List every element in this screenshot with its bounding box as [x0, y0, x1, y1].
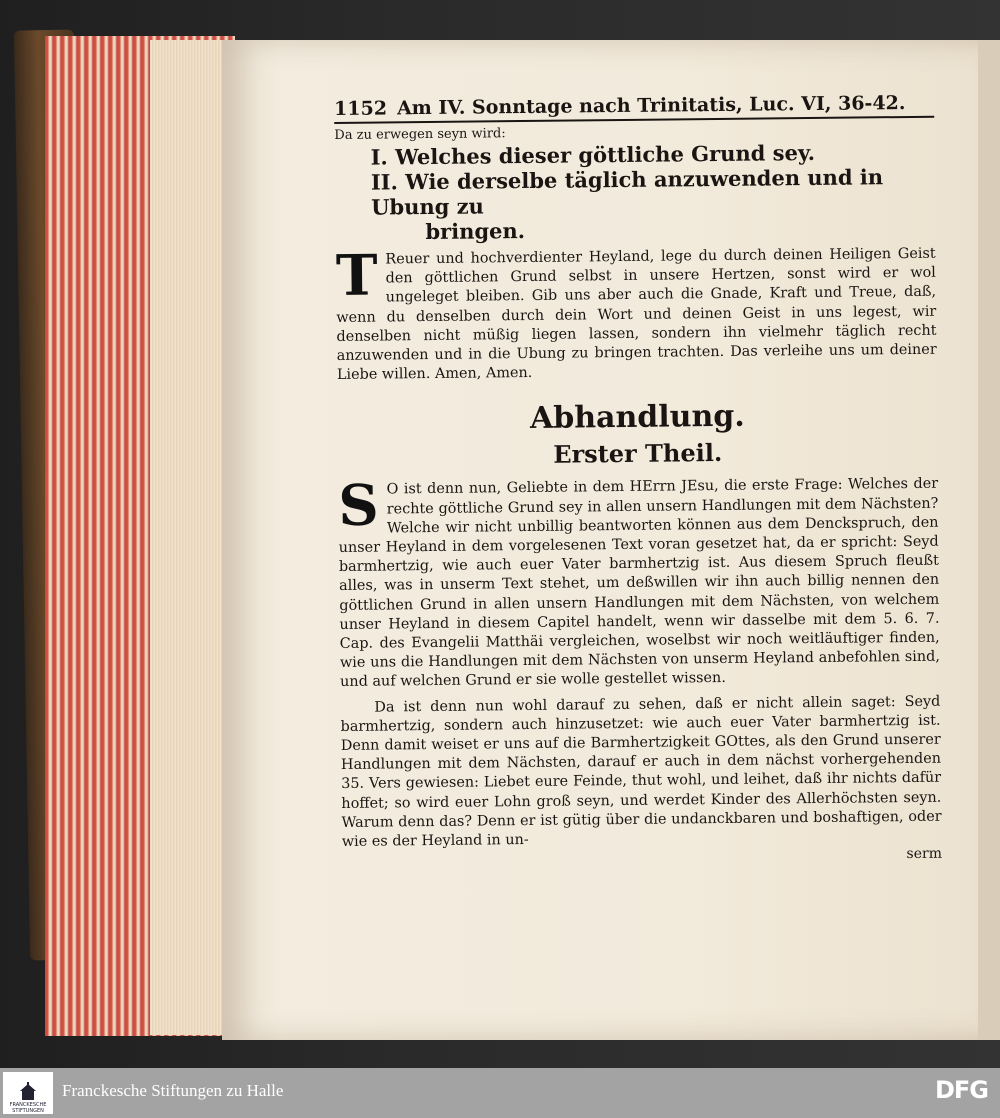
- book-page: [222, 40, 982, 1040]
- point-2: II. Wie derselbe täglich anzuwenden und in Ubung zu: [370, 164, 884, 220]
- body-paragraph-1: [337, 472, 940, 693]
- facing-page-edge: [978, 40, 1000, 1040]
- franckesche-logo[interactable]: [3, 1072, 53, 1114]
- prayer-dropcap: T: [335, 242, 378, 309]
- body-paragraph-2: Da ist denn nun wohl darauf zu sehen, daß er nicht allein saget: Seyd barmhertzig, sondern auch hinzusetzet: wie auch euer Vater barmhertzig ist. Denn damit weiset er uns auf die Barmhertzigkeit GOttes, als den Grund unserer Handlungen mit dem Nächsten, darauf er auch in dem nächst vorhergehenden 35. Vers gewiesen: Liebet eure Feinde, thut wohl, und leihet, daß ihr nichts dafür hoffet; so wird euer Lohn groß seyn, und werdet Kinder des Allerhöchsten seyn. Warum denn das? Denn er ist gütig über die undanckbaren und boshaftigen, oder wie es der Heyland in un-: [340, 693, 942, 851]
- point-1: I. Welches dieser göttliche Grund sey.: [370, 139, 816, 170]
- catchword: serm: [906, 845, 943, 863]
- point-2-continued: bringen.: [425, 218, 526, 245]
- logo-text-2: STIFTUNGEN: [12, 1108, 44, 1114]
- logo-text-1: FRANCKESCHE: [9, 1102, 47, 1108]
- prayer-paragraph: [335, 242, 937, 386]
- running-title: Am IV. Sonntage nach Trinitatis, Luc. VI, 36-42.: [396, 92, 906, 120]
- section-title: Abhandlung.: [529, 399, 745, 437]
- building-icon: [19, 1082, 37, 1102]
- dfg-logo[interactable]: DFG: [934, 1076, 988, 1104]
- footer-bar: [0, 1068, 1000, 1118]
- page-number: 1152: [334, 97, 388, 120]
- running-header: [334, 92, 934, 124]
- body-dropcap: S: [337, 472, 380, 540]
- section-subtitle: Erster Theil.: [553, 438, 723, 470]
- institution-name[interactable]: Franckesche Stiftungen zu Halle: [62, 1081, 284, 1100]
- prayer-text: Reuer und hochverdienter Heyland, lege du durch deinen Heiligen Geist den göttlichen Grund selbst in unsere Hertzen, sonst wird er wol ungeleget bleiben. Gib uns aber auch die Gnade, Kraft und Treue, daß, wenn du denselben durch dein Wort und deinen Geist in uns legest, wir denselben nicht müßig liegen lassen, sondern ihn vielmehr täglich recht anzuwenden und in die Ubung zu bringen trachten. Das verleihe uns um deiner Liebe willen. Amen, Amen.: [336, 245, 937, 384]
- body-text-1: O ist denn nun, Geliebte in dem HErrn JEsu, die erste Frage: Welches der rechte göttliche Grund sey in allen unsern Handlungen mit dem Nächsten? Welche wir nicht unbillig beantworten können aus dem Denckspruch, den unser Heyland in dem vorgelesenen Text voran gesetzet hat, da er spricht: Seyd barmhertzig, wie auch euer Vater barmhertzig ist. Aus diesem Spruch fleußt alles, was in unserm Text stehet, um deßwillen wir ihn auch billig nennen den göttlichen Grund in allen unsern Handlungen mit dem Nächsten, von welchem unser Heyland in diesem Capitel handelt, wenn wir dasselbe mit dem 5. 6. 7. Cap. des Evangelii Matthäi vergleichen, woselbst wir noch weitläuftiger finden, wie uns die Handlungen mit dem Nächsten von unserm Heyland anbefohlen sind, und auf welchen Grund er sie wolle gestellet wissen.: [338, 476, 940, 691]
- page-text: [334, 92, 942, 869]
- intro-line: Da zu erwegen seyn wird:: [334, 126, 506, 143]
